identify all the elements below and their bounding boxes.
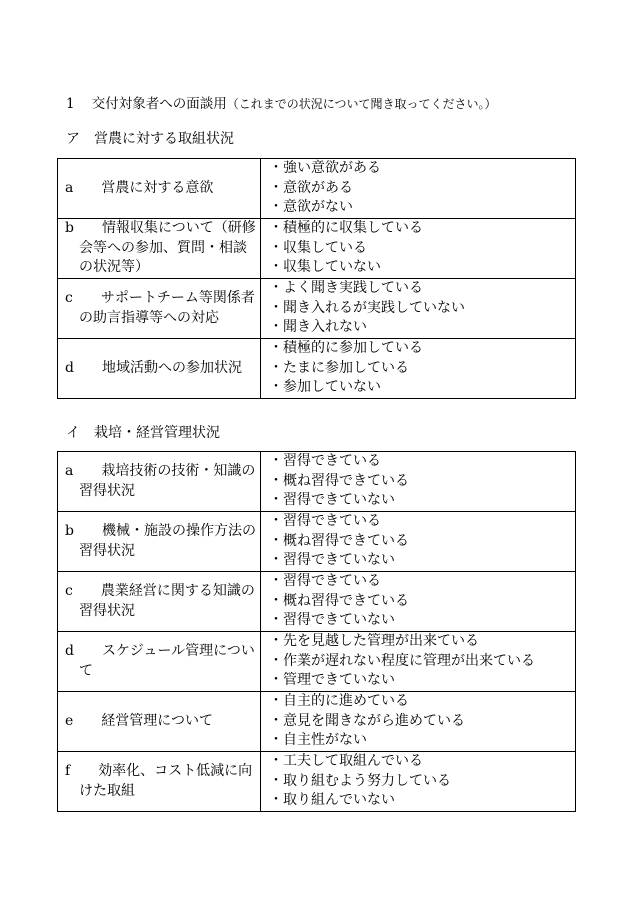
row-letter: f <box>65 763 71 779</box>
row-options-cell <box>261 159 576 219</box>
option-item: ・たまに参加している <box>269 359 409 376</box>
section-title-b: イ 栽培・経営管理状況 <box>66 425 220 441</box>
heading-number: 1 <box>66 96 75 112</box>
option-item: ・概ね習得できている <box>269 472 409 489</box>
row-options-cell <box>261 339 576 399</box>
row-letter: b <box>65 523 74 539</box>
row-label: 営農に対する意欲 <box>101 179 214 196</box>
row-options-cell <box>261 692 576 752</box>
row-letter: c <box>65 583 73 599</box>
table-row <box>58 279 576 339</box>
option-item: ・習得できている <box>269 573 381 590</box>
row-label-cell <box>58 159 261 219</box>
row-options-cell <box>261 219 576 279</box>
row-options-cell <box>261 279 576 339</box>
option-item: ・習得できている <box>269 453 381 470</box>
table-row <box>58 339 576 399</box>
row-label-cell <box>58 692 261 752</box>
row-letter: d <box>65 359 74 376</box>
row-options-cell <box>261 452 576 512</box>
option-item: ・取り組んでいない <box>269 792 395 809</box>
option-item: ・概ね習得できている <box>269 532 409 549</box>
row-label: 地域活動への参加状況 <box>101 359 242 376</box>
table-row <box>58 512 576 572</box>
row-options-cell <box>261 752 576 812</box>
row-letter: e <box>65 712 74 729</box>
row-letter: a <box>65 179 74 196</box>
table-row <box>58 632 576 692</box>
row-label: 農業経営に関する知識の習得状況 <box>79 583 255 619</box>
row-label-cell <box>58 452 261 512</box>
row-label-cell <box>58 279 261 339</box>
row-letter: d <box>65 643 74 659</box>
option-item: ・自主性がない <box>269 732 367 749</box>
row-label-cell <box>58 339 261 399</box>
option-item: ・収集している <box>269 239 367 256</box>
option-item: ・習得できていない <box>269 612 395 629</box>
page-heading <box>66 92 497 112</box>
option-item: ・習得できていない <box>269 552 395 569</box>
row-label: スケジュール管理について <box>79 643 255 679</box>
row-label-cell <box>58 632 261 692</box>
table-row <box>58 572 576 632</box>
row-label-cell <box>58 512 261 572</box>
option-item: ・習得できていない <box>269 492 395 509</box>
option-item: ・概ね習得できている <box>269 592 409 609</box>
row-label: 情報収集について（研修会等への参加、質問・相談の状況等） <box>79 220 256 276</box>
option-item: ・よく聞き実践している <box>269 280 423 297</box>
row-label-cell <box>58 752 261 812</box>
table-row <box>58 692 576 752</box>
option-item: ・先を見越した管理が出来ている <box>269 633 479 650</box>
option-item: ・意見を聞きながら進めている <box>269 712 465 729</box>
row-label-cell <box>58 219 261 279</box>
row-label: 機械・施設の操作方法の習得状況 <box>79 523 256 559</box>
table-row <box>58 219 576 279</box>
option-item: ・参加していない <box>269 379 381 396</box>
row-letter: c <box>65 290 73 306</box>
row-options-cell <box>261 512 576 572</box>
table-section-b <box>57 451 576 812</box>
option-item: ・作業が遅れない程度に管理が出来ている <box>269 652 535 669</box>
table-section-a <box>57 158 576 399</box>
option-item: ・意欲がある <box>269 179 353 196</box>
option-item: ・意欲がない <box>269 199 353 216</box>
heading-text: 交付対象者への面談用 <box>91 96 227 112</box>
section-title-a: ア 営農に対する取組状況 <box>66 131 234 147</box>
option-item: ・聞き入れるが実践していない <box>269 299 465 316</box>
option-item: ・取り組むよう努力している <box>269 772 451 789</box>
row-letter: a <box>65 463 74 479</box>
option-item: ・強い意欲がある <box>269 160 381 177</box>
row-options-cell <box>261 572 576 632</box>
table-row <box>58 752 576 812</box>
option-item: ・聞き入れない <box>269 319 367 336</box>
row-options-cell <box>261 632 576 692</box>
option-item: ・収集していない <box>269 259 381 276</box>
row-label: サポートチーム等関係者の助言指導等への対応 <box>79 290 255 326</box>
option-item: ・積極的に収集している <box>269 220 423 237</box>
row-label-cell <box>58 572 261 632</box>
option-item: ・習得できている <box>269 513 381 530</box>
table-row <box>58 159 576 219</box>
heading-note: （これまでの状況について聞き取ってください。） <box>226 97 497 111</box>
table-row <box>58 452 576 512</box>
row-letter: b <box>65 220 74 237</box>
row-label: 効率化、コスト低減に向けた取組 <box>79 763 253 799</box>
option-item: ・工夫して取組んでいる <box>269 753 423 770</box>
option-item: ・管理できていない <box>269 672 395 689</box>
option-item: ・自主的に進めている <box>269 693 409 710</box>
option-item: ・積極的に参加している <box>269 340 423 357</box>
row-label: 経営管理について <box>101 712 214 729</box>
row-label: 栽培技術の技術・知識の習得状況 <box>79 463 256 499</box>
